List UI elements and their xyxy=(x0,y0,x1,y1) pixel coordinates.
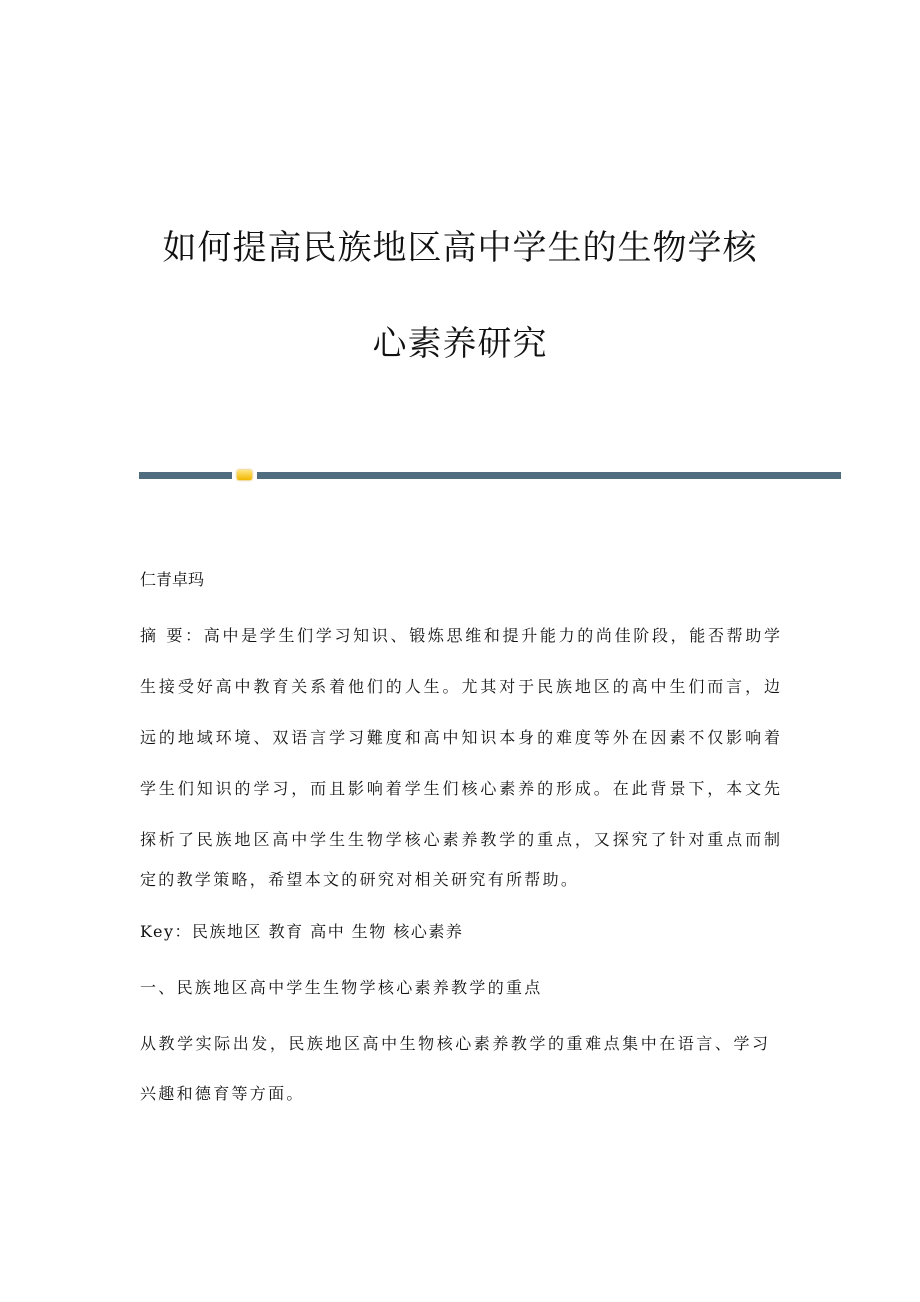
keywords: Key：民族地区 教育 高中 生物 核心素养 xyxy=(140,922,464,941)
title-line-1: 如何提高民族地区高中学生的生物学核 xyxy=(162,228,758,268)
divider-left xyxy=(139,472,232,479)
title-line-2: 心素养研究 xyxy=(372,324,548,364)
paragraph-line: 兴趣和德育等方面。 xyxy=(140,1084,305,1103)
divider-right xyxy=(257,472,841,479)
abstract-line: 摘 要：高中是学生们学习知识、锻炼思维和提升能力的尚佳阶段，能否帮助学 xyxy=(140,626,780,645)
abstract-line: 生接受好高中教育关系着他们的人生。尤其对于民族地区的高中生们而言，边 xyxy=(140,677,780,696)
paragraph-line: 从教学实际出发，民族地区高中生物核心素养教学的重难点集中在语言、学习 xyxy=(140,1034,768,1053)
abstract-line: 定的教学策略，希望本文的研究对相关研究有所帮助。 xyxy=(140,870,580,889)
abstract-line: 远的地域环境、双语言学习難度和高中知识本身的难度等外在因素不仅影响着 xyxy=(140,728,780,747)
abstract-line: 探析了民族地区高中学生生物学核心素养教学的重点，又探究了针对重点而制 xyxy=(140,830,780,849)
section-heading: 一、民族地区高中学生生物学核心素养教学的重点 xyxy=(140,978,543,997)
abstract-line: 学生们知识的学习，而且影响着学生们核心素养的形成。在此背景下，本文先 xyxy=(140,779,780,798)
ornament-icon xyxy=(237,470,252,480)
author: 仁青卓玛 xyxy=(140,570,205,589)
